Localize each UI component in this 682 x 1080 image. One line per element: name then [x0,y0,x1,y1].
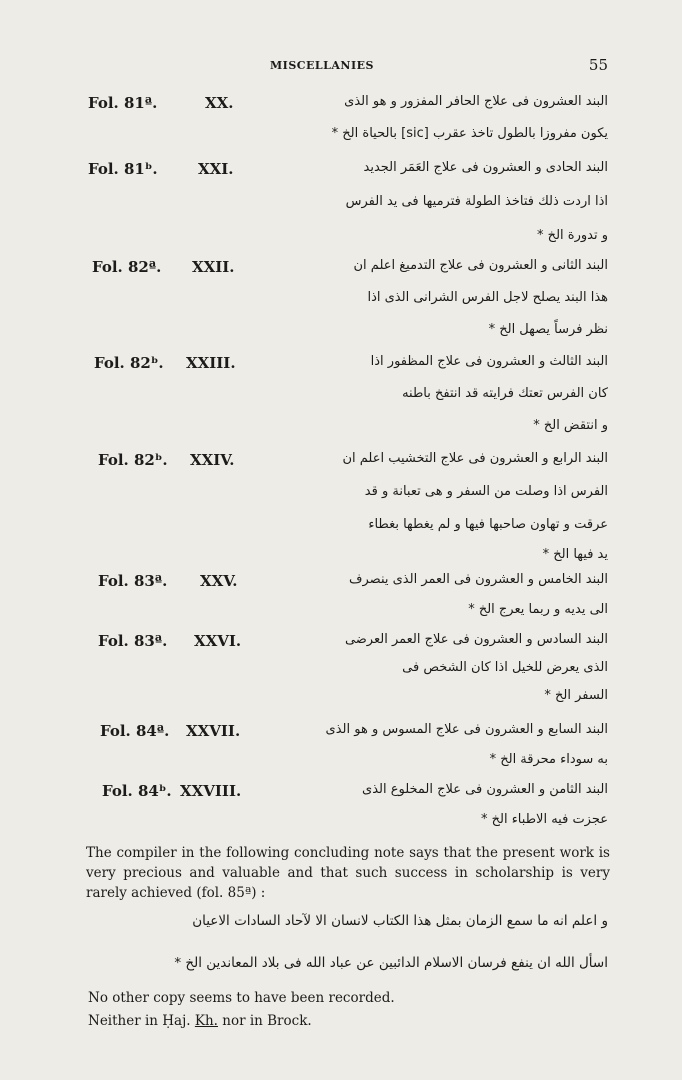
folio-ref: Fol. 83ª. [98,632,168,650]
arabic-line: يد فيها الخ * [542,547,608,562]
running-head [80,56,610,76]
arabic-line: البند السابع و العشرون فى علاج المسوس و هو الذى [325,722,608,737]
section-number: XXII. [192,258,235,276]
section-number: XXVI. [194,632,242,650]
section-number: XXI. [198,160,234,178]
arabic-line: البند الثامن و العشرون فى علاج المخلوع الذى [362,782,608,797]
concluding-paragraph: The compiler in the following concluding note says that the present work is very precious and valuable and that such success in scholarship is very rarely achieved (fol. 85ª) : [86,845,610,901]
arabic-line: البند الثانى و العشرون فى علاج التدميغ اعلم ان [353,258,608,273]
arabic-line: الى يديه و ربما يعرج الخ * [468,602,608,617]
page-number: 55 [588,56,608,74]
note-text: Neither in [88,1013,163,1029]
arabic-quote-line: اسأل الله ان ينفع فرسان الاسلام الدائبين عن عباد الله فى بلاد المعاندين الخ * [174,955,608,971]
folio-ref: Fol. 81ª. [88,94,158,112]
section-number: XXVIII. [180,782,242,800]
arabic-line: كان الفرس تعتك فرايته قد انتفخ باطنه [402,386,608,401]
arabic-line: البند الحادى و العشرون فى علاج العَمَر الجديد [363,160,608,175]
arabic-line: السفر الخ * [544,688,608,703]
running-title: MISCELLANIES [270,59,374,72]
arabic-quote-line: و اعلم انه ما سمع الزمان بمثل هذا الكتاب لانسان الا لآحاد السادات الاعيان [192,913,608,929]
arabic-line: هذا البند يصلح لاجل الفرس الشرانى الذى اذا [367,290,608,305]
folio-ref: Fol. 84ª. [100,722,170,740]
arabic-line: البند الرابع و العشرون فى علاج التخشيب اعلم ان [342,451,608,466]
note-copies: No other copy seems to have been recorded. [88,990,395,1006]
folio-ref: Fol. 82ᵇ. [94,354,164,372]
arabic-line: الذى يعرض للخيل اذا كان الشخص فى [402,660,608,675]
folio-ref: Fol. 82ᵇ. [98,451,168,469]
reference-haj: Ḥaj. [162,1013,191,1029]
arabic-line: البند الثالث و العشرون فى علاج المظفور اذا [370,354,608,369]
arabic-line: الفرس اذا وصلت من السفر و هى تعبانة و قد [364,484,608,499]
arabic-line: و انتقض الخ * [533,418,608,433]
folio-ref: Fol. 82ª. [92,258,162,276]
arabic-line: و تدورة الخ * [537,228,608,243]
section-number: XXIII. [186,354,236,372]
arabic-line: البند العشرون فى علاج الحافر المفزور و هو الذى [344,94,608,109]
section-number: XXVII. [186,722,241,740]
arabic-line: به سوداء محرقة الخ * [489,752,608,767]
section-number: XX. [205,94,234,112]
section-number: XXV. [200,572,238,590]
arabic-line: اذا اردت ذلك فتاخذ الطولة فترميها فى يد الفرس [345,194,608,209]
section-number: XXIV. [190,451,235,469]
arabic-line: عرقت و تهاون صاحبها فيها و لم يغطها بغطاء [368,517,608,532]
folio-ref: Fol. 81ᵇ. [88,160,158,178]
folio-ref: Fol. 83ª. [98,572,168,590]
reference-kh: Kh. [194,1013,218,1029]
folio-ref: Fol. 84ᵇ. [102,782,172,800]
arabic-line: عجزت فيه الاطباء الخ * [480,812,608,827]
note-text: nor in Brock. [217,1013,312,1029]
arabic-line: نظر فرساً يصهل الخ * [488,322,608,337]
note-references [88,1013,312,1029]
arabic-line: يكون مفروزا بالطول تاخذ عقرب [sic] بالحياة الخ * [331,126,608,141]
arabic-line: البند السادس و العشرون فى علاج العمر العرضى [344,632,608,647]
arabic-line: البند الخامس و العشرون فى العمر الذى ينصرف [349,572,608,587]
